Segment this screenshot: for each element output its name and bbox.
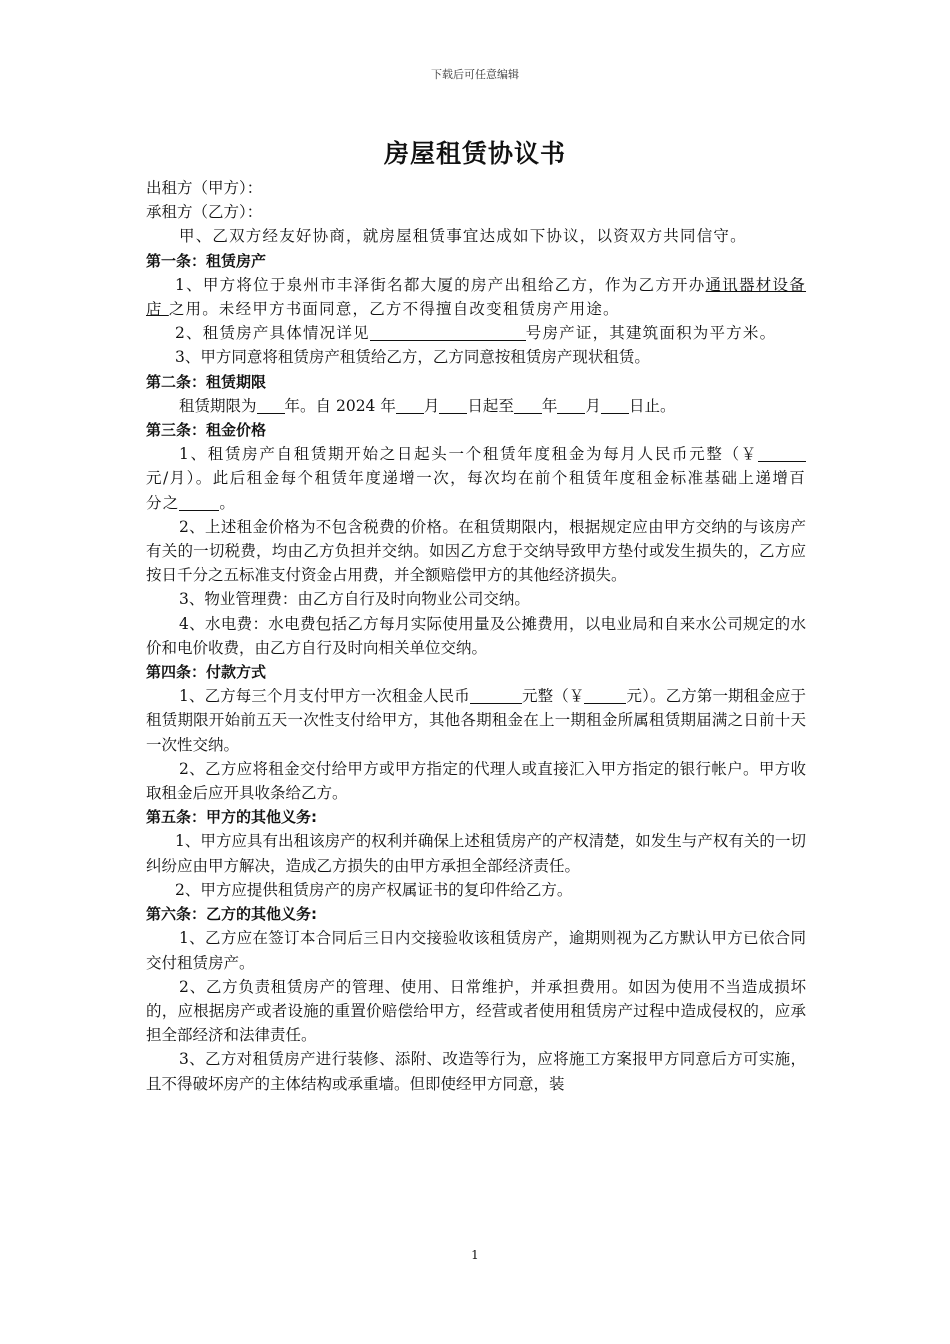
article-6-para-1: 1、乙方应在签订本合同后三日内交接验收该租赁房产，逾期则视为乙方默认甲方已依合同交付租赁房产。 — [146, 929, 806, 972]
article-1-para-1: 1、甲方将位于泉州市丰泽街名都大厦的房产出租给乙方，作为乙方开办通讯器材设备店 之用。未经甲方书面同意，乙方不得擅自改变租赁房产用途。 — [146, 275, 807, 319]
document-body — [146, 176, 806, 1096]
article-4-heading: 第四条：付款方式 — [146, 663, 267, 682]
end-year-blank — [514, 397, 542, 414]
article-3-para-3: 3、物业管理费：由乙方自行及时向物业公司交纳。 — [179, 590, 530, 609]
page-number: 1 — [471, 1248, 479, 1262]
monthly-rent-blank — [758, 445, 806, 462]
article-1-para-2: 2、租赁房产具体情况详见 号房产证，其建筑面积为平方米。 — [175, 324, 777, 343]
article-3-para-1: 1、租赁房产自租赁期开始之日起头一个租赁年度租金为每月人民币元整（￥元/月）。此后租金每个租赁年度递增一次，每次均在前个租赁年度租金标准基础上递增百分之 。 — [146, 445, 806, 512]
document-title: 房屋租赁协议书 — [383, 139, 566, 168]
end-month-blank — [557, 397, 585, 414]
start-day-blank — [439, 397, 467, 414]
quarterly-rent-blank — [470, 687, 522, 704]
article-6-para-2: 2、乙方负责租赁房产的管理、使用、日常维护，并承担费用。如因为使用不当造成损坏的，应根据房产或者设施的重置价赔偿给甲方，经营或者使用租赁房产过程中造成侵权的，应承担全部经济和法律责任。 — [146, 977, 806, 1045]
article-1-para-3: 3、甲方同意将租赁房产租赁给乙方，乙方同意按租赁房产现状租赁。 — [175, 348, 650, 367]
article-4-para-2: 2、乙方应将租金交付给甲方或甲方指定的代理人或直接汇入甲方指定的银行帐户。甲方收取租金后应开具收条给乙方。 — [146, 759, 806, 803]
certificate-number-blank — [370, 324, 526, 341]
start-month-blank — [396, 397, 424, 414]
business-name: 通讯器材设备店 — [146, 275, 807, 319]
article-3-heading: 第三条：租金价格 — [146, 421, 267, 440]
article-3-para-2: 2、上述租金价格为不包含税费的价格。在租赁期限内，根据规定应由甲方交纳的与该房产有关的一切税费，均由乙方负担并交纳。如因乙方怠于交纳导致甲方垫付或发生损失的，乙方应按日千分之五标准支付资金占用费，并全额赔偿甲方的其他经济损失。 — [146, 517, 806, 585]
article-4-para-1: 1、乙方每三个月支付甲方一次租金人民币 元整（￥ 元）。乙方第一期租金应于租赁期限开始前五天一次性支付给甲方，其他各期租金在上一期租金所属租赁期届满之日前十天一次性交纳。 — [146, 687, 806, 754]
article-3-para-4: 4、水电费：水电费包括乙方每月实际使用量及公摊费用，以电业局和自来水公司规定的水价和电价收费，由乙方自行及时向相关单位交纳。 — [146, 614, 806, 657]
article-5-para-1: 1、甲方应具有出租该房产的权利并确保上述租赁房产的产权清楚，如发生与产权有关的一切纠纷应由甲方解决，造成乙方损失的由甲方承担全部经济责任。 — [146, 832, 806, 875]
increase-percent-blank — [179, 494, 219, 511]
article-2-para: 租赁期限为 年。自 2024 年 月 日起至 年 月 日止。 — [179, 396, 676, 415]
term-years-blank — [257, 397, 285, 414]
page-header: 下载后可任意编辑 — [431, 68, 519, 81]
lessor-line: 出租方（甲方）： — [146, 179, 263, 197]
end-day-blank — [601, 397, 629, 414]
article-1-heading: 第一条：租赁房产 — [146, 251, 267, 270]
quarterly-rent-amount-blank — [584, 687, 626, 704]
article-5-para-2: 2、甲方应提供租赁房产的房产权属证书的复印件给乙方。 — [175, 880, 573, 899]
article-6-para-3: 3、乙方对租赁房产进行装修、添附、改造等行为，应将施工方案报甲方同意后方可实施，且不得破坏房产的主体结构或承重墙。但即使经甲方同意，装 — [146, 1050, 806, 1093]
article-5-heading: 第五条：甲方的其他义务: — [146, 808, 317, 827]
article-6-heading: 第六条：乙方的其他义务: — [146, 905, 317, 924]
intro-paragraph: 甲、乙双方经友好协商，就房屋租赁事宜达成如下协议，以资双方共同信守。 — [179, 227, 747, 246]
article-2-heading: 第二条：租赁期限 — [146, 372, 267, 391]
lessee-line: 承租方（乙方）： — [146, 203, 263, 222]
